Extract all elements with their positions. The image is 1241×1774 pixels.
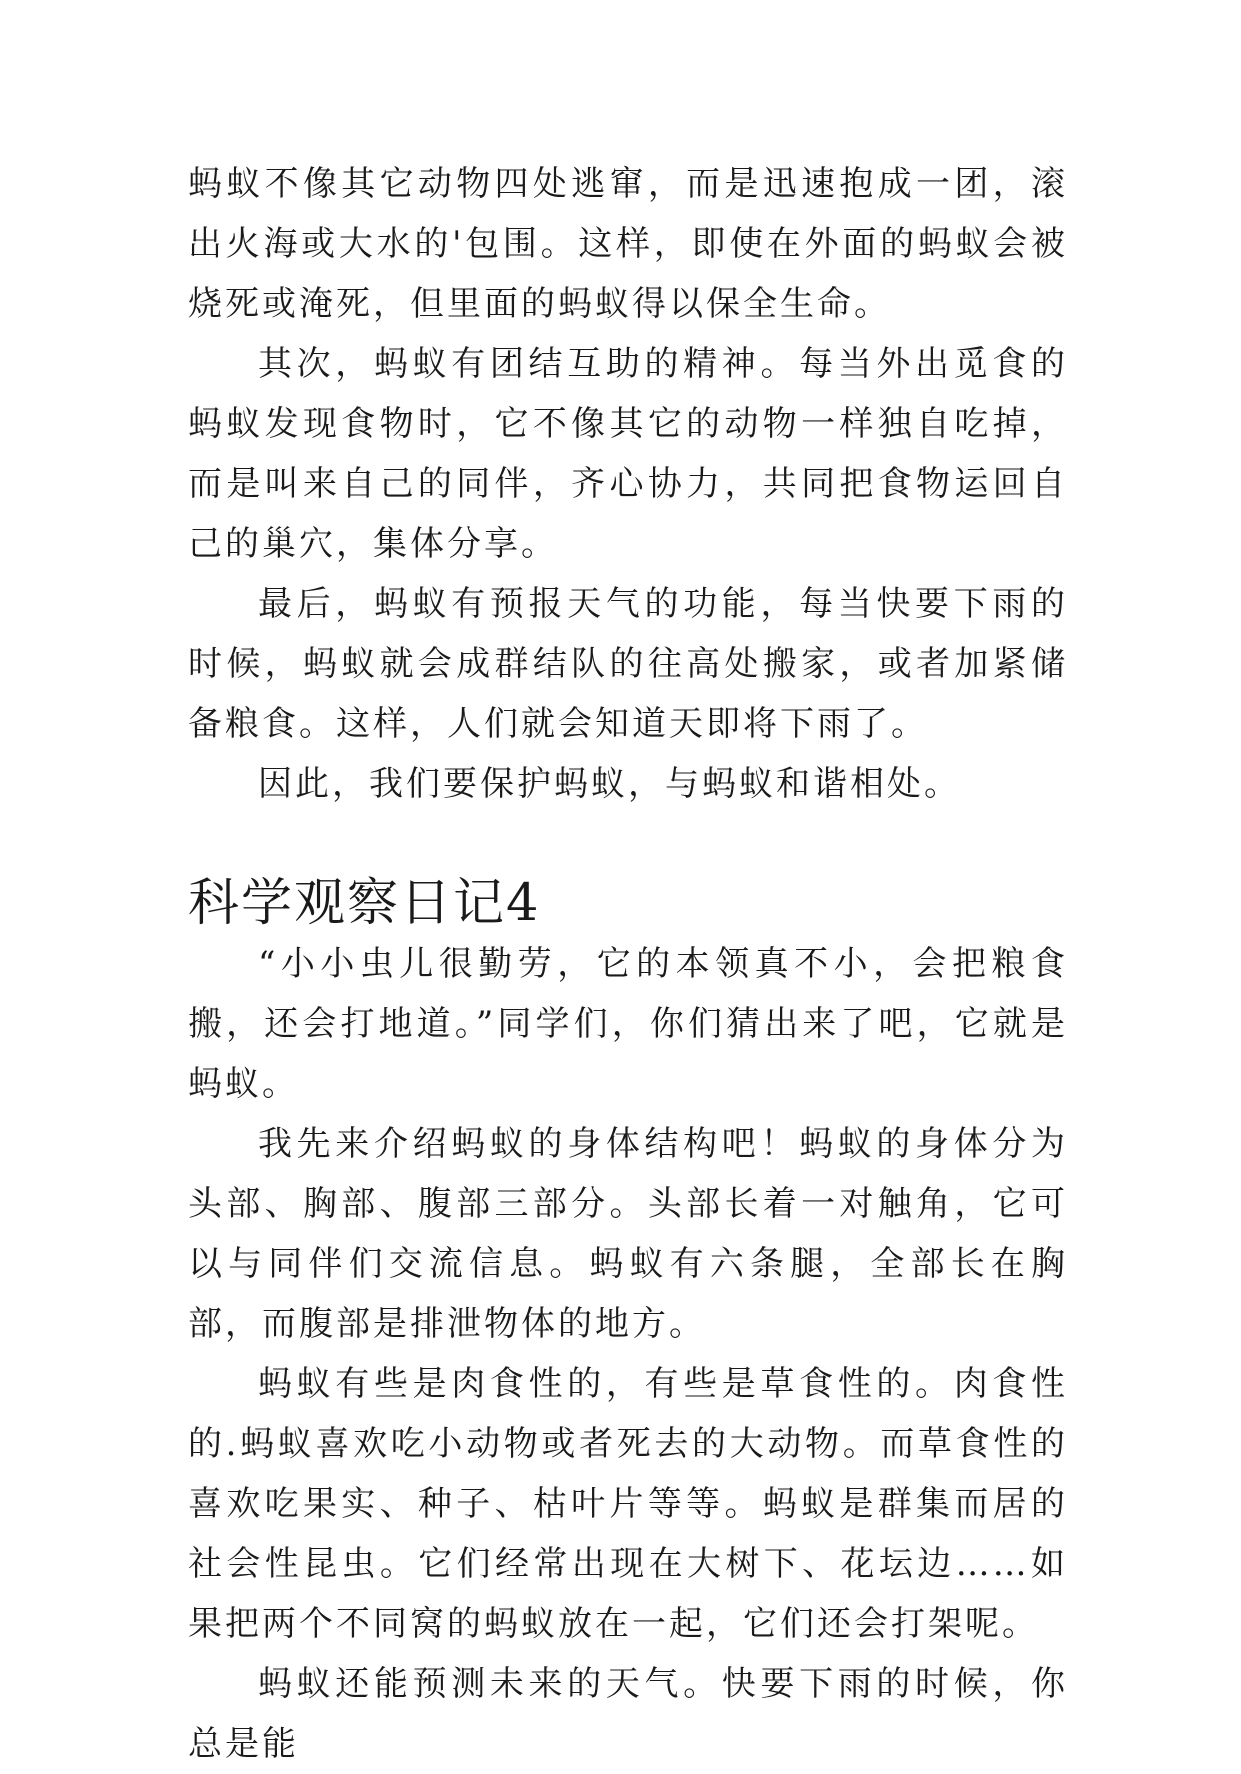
paragraph: 最后，蚂蚁有预报天气的功能，每当快要下雨的时候，蚂蚁就会成群结队的往高处搬家，或者加紧储备粮食。这样，人们就会知道天即将下雨了。 xyxy=(188,584,1068,744)
paragraph: 其次，蚂蚁有团结互助的精神。每当外出觅食的蚂蚁发现食物时，它不像其它的动物一样独自吃掉，而是叫来自己的同伴，齐心协力，共同把食物运回自己的巢穴，集体分享。 xyxy=(188,344,1068,564)
paragraph: 蚂蚁还能预测未来的天气。快要下雨的时候，你总是能 xyxy=(188,1664,1068,1764)
section-title: 科学观察日记4 xyxy=(188,874,541,933)
paragraph: 蚂蚁有些是肉食性的，有些是草食性的。肉食性的.蚂蚁喜欢吃小动物或者死去的大动物。而草食性的喜欢吃果实、种子、枯叶片等等。蚂蚁是群集而居的社会性昆虫。它们经常出现在大树下、花坛边……如果把两个不同窝的蚂蚁放在一起，它们还会打架呢。 xyxy=(188,1364,1068,1644)
paragraph: “小小虫儿很勤劳，它的本领真不小，会把粮食搬，还会打地道。”同学们，你们猜出来了吧，它就是蚂蚁。 xyxy=(188,944,1068,1104)
paragraph: 蚂蚁不像其它动物四处逃窜，而是迅速抱成一团，滚出火海或大水的'包围。这样，即使在外面的蚂蚁会被烧死或淹死，但里面的蚂蚁得以保全生命。 xyxy=(188,164,1068,324)
paragraph: 我先来介绍蚂蚁的身体结构吧！蚂蚁的身体分为头部、胸部、腹部三部分。头部长着一对触角，它可以与同伴们交流信息。蚂蚁有六条腿，全部长在胸部，而腹部是排泄物体的地方。 xyxy=(188,1124,1068,1344)
paragraph: 因此，我们要保护蚂蚁，与蚂蚁和谐相处。 xyxy=(258,764,961,804)
document-body xyxy=(188,154,1068,1774)
